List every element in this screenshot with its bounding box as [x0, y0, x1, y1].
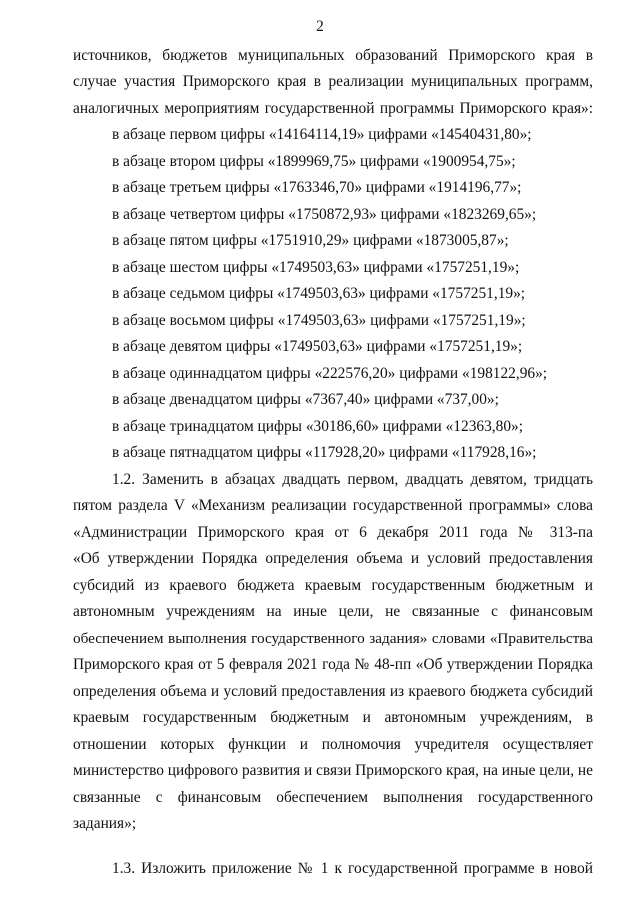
text-line: краевым государственным бюджетным и автономным учреждениям, в — [73, 709, 593, 726]
list-item: в абзаце тринадцатом цифры «30186,60» цифрами «12363,80»; — [112, 418, 523, 435]
list-item: в абзаце третьем цифры «1763346,70» цифрами «1914196,77»; — [112, 179, 522, 196]
text-line: отношении которых функции и полномочия учредителя осуществляет — [73, 736, 593, 753]
text-line: министерство цифрового развития и связи Приморского края, на иные цели, не — [73, 762, 593, 779]
text-line: определения объема и условий предоставления из краевого бюджета субсидий — [73, 683, 593, 700]
text-line: обеспечением выполнения государственного задания» словами «Правительства — [73, 630, 593, 647]
text-line: аналогичных мероприятиям государственной программы Приморского края»: — [73, 100, 593, 117]
page-number: 2 — [316, 18, 324, 35]
text-line: автономным учреждениям на иные цели, не связанные с финансовым — [73, 603, 593, 620]
list-item: в абзаце одиннадцатом цифры «222576,20» цифрами «198122,96»; — [112, 365, 548, 382]
list-item: в абзаце шестом цифры «1749503,63» цифрами «1757251,19»; — [112, 259, 520, 276]
list-item: в абзаце двенадцатом цифры «7367,40» цифрами «737,00»; — [112, 391, 499, 408]
text-line: 1.3. Изложить приложение № 1 к государственной программе в новой — [112, 860, 593, 877]
text-line: случае участия Приморского края в реализации муниципальных программ, — [73, 73, 593, 90]
list-item: в абзаце седьмом цифры «1749503,63» цифрами «1757251,19»; — [112, 285, 526, 302]
list-item: в абзаце первом цифры «14164114,19» цифрами «14540431,80»; — [112, 126, 532, 143]
list-item: в абзаце пятнадцатом цифры «117928,20» цифрами «117928,16»; — [112, 444, 537, 461]
text-line: источников, бюджетов муниципальных образований Приморского края в — [73, 47, 593, 64]
list-item: в абзаце четвертом цифры «1750872,93» цифрами «1823269,65»; — [112, 206, 537, 223]
text-line: Приморского края от 5 февраля 2021 года № 48-пп «Об утверждении Порядка — [73, 656, 593, 673]
text-line: пятом раздела V «Механизм реализации государственной программы» слова — [73, 497, 593, 514]
text-line: субсидий из краевого бюджета краевым государственным бюджетным и — [73, 577, 593, 594]
list-item: в абзаце втором цифры «1899969,75» цифрами «1900954,75»; — [112, 153, 516, 170]
text-line: задания»; — [73, 815, 137, 832]
text-line: «Администрации Приморского края от 6 декабря 2011 года № 313-па — [73, 524, 593, 541]
list-item: в абзаце восьмом цифры «1749503,63» цифрами «1757251,19»; — [112, 312, 526, 329]
text-line: 1.2. Заменить в абзацах двадцать первом, двадцать девятом, тридцать — [112, 471, 593, 488]
text-line: связанные с финансовым обеспечением выполнения государственного — [73, 789, 593, 806]
text-line: «Об утверждении Порядка определения объема и условий предоставления — [73, 550, 593, 567]
list-item: в абзаце девятом цифры «1749503,63» цифрами «1757251,19»; — [112, 338, 523, 355]
list-item: в абзаце пятом цифры «1751910,29» цифрами «1873005,87»; — [112, 232, 509, 249]
